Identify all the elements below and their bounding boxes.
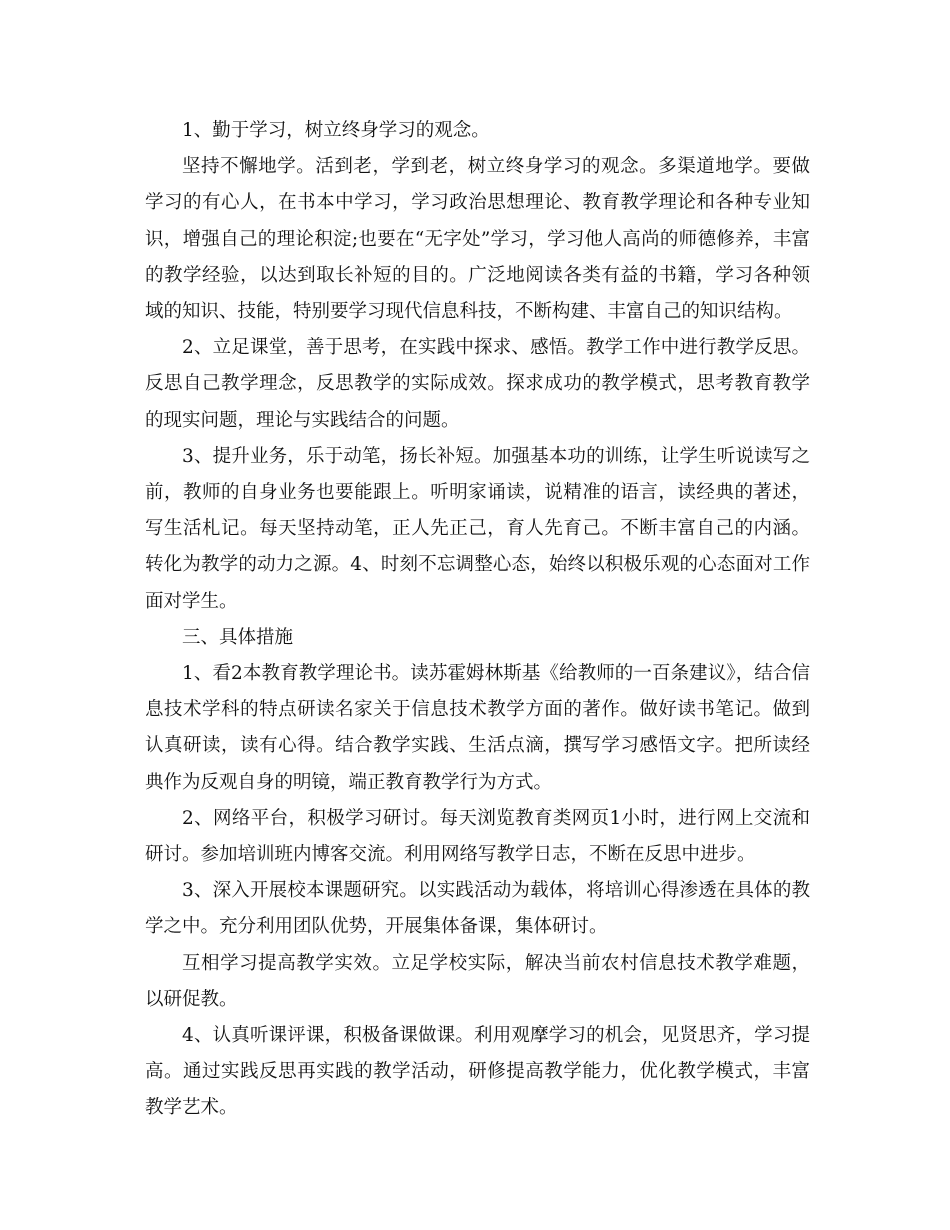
paragraph-1: 1、勤于学习，树立终身学习的观念。 bbox=[182, 120, 490, 141]
paragraph-6: 1、看2本教育教学理论书。读苏霍姆林斯基《给教师的一百条建议》，结合信息技术学科的特点研读名家关于信息技术教学方面的著作。做好读书笔记。做到认真研读，读有心得。结合教学实践、生活点滴，撰写学习感悟文字。把所读经典作为反观自身的明镜，端正教育教学行为方式。 bbox=[145, 663, 810, 793]
document-body bbox=[145, 113, 810, 1127]
paragraph-9: 互相学习提高教学实效。立足学校实际，解决当前农村信息技术教学难题，以研促教。 bbox=[145, 952, 810, 1010]
section-heading: 三、具体措施 bbox=[182, 626, 294, 648]
paragraph-3: 2、立足课堂，善于思考，在实践中探求、感悟。教学工作中进行教学反思。反思自己教学理念，反思教学的实际成效。探求成功的教学模式，思考教育教学的现实问题，理论与实践结合的问题。 bbox=[145, 337, 810, 431]
paragraph-10: 4、认真听课评课，积极备课做课。利用观摩学习的机会，见贤思齐，学习提高。通过实践反思再实践的教学活动，研修提高教学能力，优化教学模式，丰富教学艺术。 bbox=[145, 1025, 810, 1119]
paragraph-8: 3、深入开展校本课题研究。以实践活动为载体，将培训心得渗透在具体的教学之中。充分利用团队优势，开展集体备课，集体研讨。 bbox=[145, 880, 810, 938]
paragraph-7: 2、网络平台，积极学习研讨。每天浏览教育类网页1小时，进行网上交流和研讨。参加培训班内博客交流。利用网络写教学日志，不断在反思中进步。 bbox=[145, 807, 810, 866]
paragraph-2: 坚持不懈地学。活到老，学到老，树立终身学习的观念。多渠道地学。要做学习的有心人，在书本中学习，学习政治思想理论、教育教学理论和各种专业知识，增强自己的理论积淀;也要在“无字处”学习，学习他人高尚的师德修养，丰富的教学经验，以达到取长补短的目的。广泛地阅读各类有益的书籍，学习各种领域的知识、技能，特别要学习现代信息科技，不断构建、丰富自己的知识结构。 bbox=[145, 156, 810, 323]
paragraph-4: 3、提升业务，乐于动笔，扬长补短。加强基本功的训练，让学生听说读写之前，教师的自身业务也要能跟上。听明家诵读，说精准的语言，读经典的著述，写生活札记。每天坚持动笔，正人先正己，育人先育己。不断丰富自己的内涵。转化为教学的动力之源。4、时刻不忘调整心态，始终以积极乐观的心态面对工作面对学生。 bbox=[145, 445, 810, 612]
